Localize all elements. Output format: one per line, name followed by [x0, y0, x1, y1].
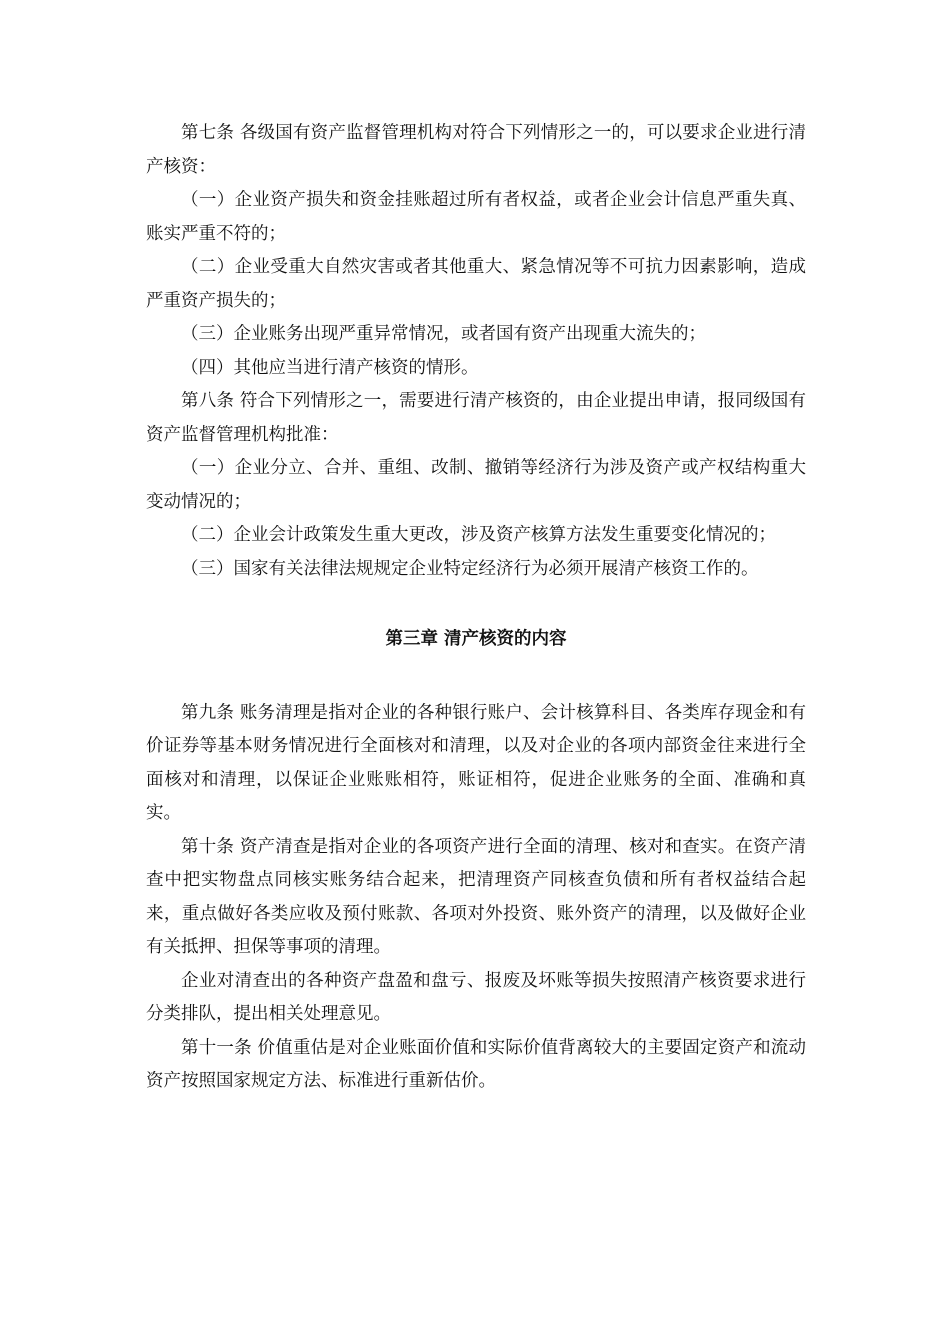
- article-7-item-1: （一）企业资产损失和资金挂账超过所有者权益，或者企业会计信息严重失真、账实严重不符的；: [146, 190, 806, 244]
- article-11: 第十一条 价值重估是对企业账面价值和实际价值背离较大的主要固定资产和流动资产按照国家规定方法、标准进行重新估价。: [146, 1037, 806, 1091]
- article-10: 第十条 资产清查是指对企业的各项资产进行全面的清理、核对和查实。在资产清查中把实物盘点同核实账务结合起来，把清理资产同核查负债和所有者权益结合起来，重点做好各类应收及预付账款、各项对外投资、账外资产的清理，以及做好企业有关抵押、担保等事项的清理。: [146, 836, 806, 957]
- article-7-item-4: （四）其他应当进行清产核资的情形。: [181, 357, 479, 378]
- document-page: [146, 117, 806, 1099]
- article-9: 第九条 账务清理是指对企业的各种银行账户、会计核算科目、各类库存现金和有价证券等基本财务情况进行全面核对和清理，以及对企业的各项内部资金往来进行全面核对和清理，以保证企业账账相符，账证相符，促进企业账务的全面、准确和真实。: [146, 702, 806, 823]
- article-8-item-3: （三）国家有关法律法规规定企业特定经济行为必须开展清产核资工作的。: [181, 558, 759, 579]
- article-8: 第八条 符合下列情形之一，需要进行清产核资的，由企业提出申请，报同级国有资产监督管理机构批准：: [146, 391, 806, 445]
- article-7-item-3: （三）企业账务出现严重异常情况，或者国有资产出现重大流失的；: [181, 324, 706, 344]
- article-8-item-1: （一）企业分立、合并、重组、改制、撤销等经济行为涉及资产或产权结构重大变动情况的；: [146, 458, 806, 512]
- chapter-title: 第三章 清产核资的内容: [385, 629, 567, 649]
- article-10-paragraph-2: 企业对清查出的各种资产盘盈和盘亏、报废及坏账等损失按照清产核资要求进行分类排队，提出相关处理意见。: [146, 970, 806, 1024]
- article-7: 第七条 各级国有资产监督管理机构对符合下列情形之一的，可以要求企业进行清产核资：: [146, 123, 806, 177]
- article-7-item-2: （二）企业受重大自然灾害或者其他重大、紧急情况等不可抗力因素影响，造成严重资产损失的；: [146, 257, 806, 311]
- article-8-item-2: （二）企业会计政策发生重大更改，涉及资产核算方法发生重要变化情况的；: [181, 525, 776, 545]
